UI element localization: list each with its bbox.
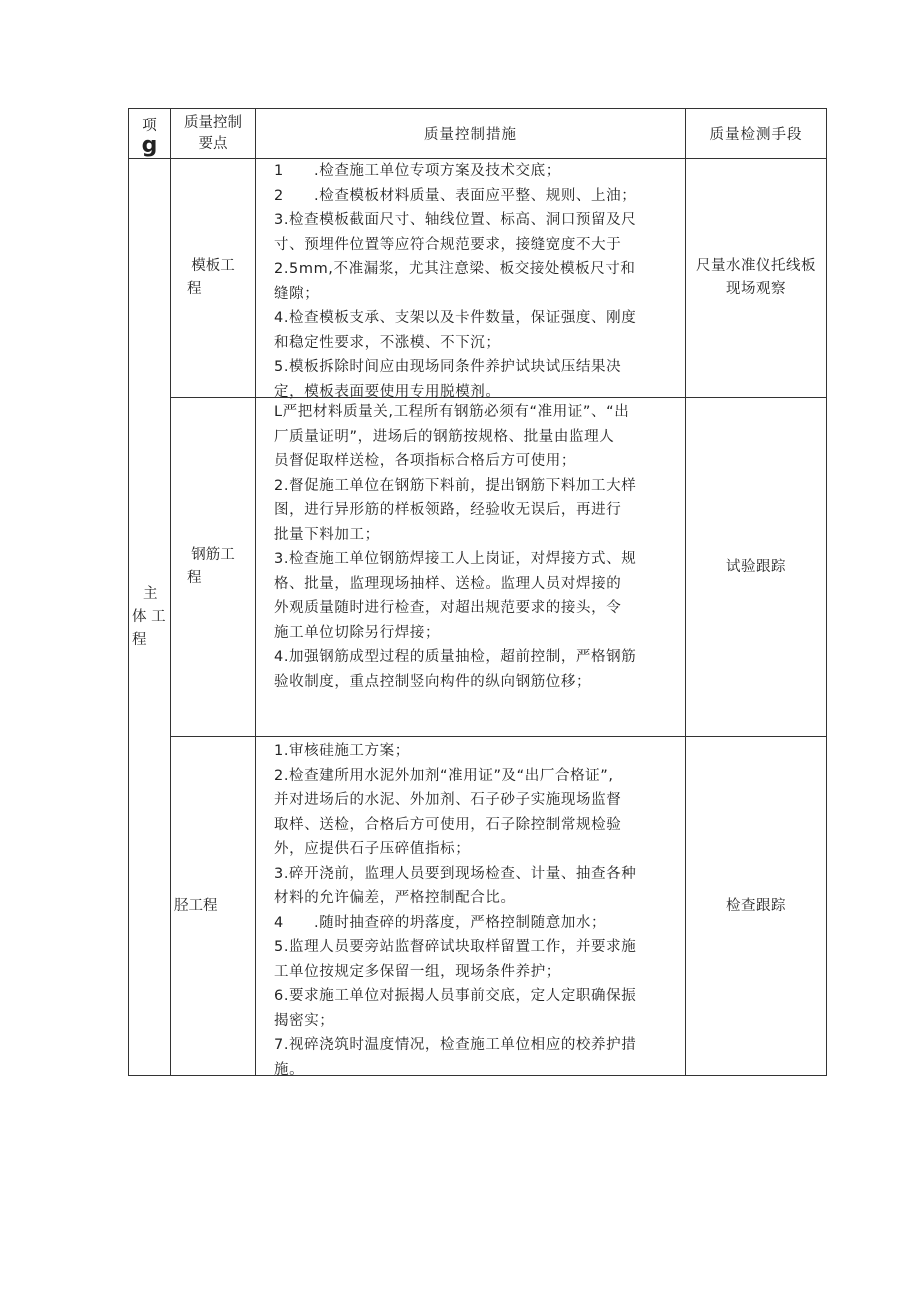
measure-line: 批量下料加工； xyxy=(274,526,380,543)
measure-line: 材料的允许偏差，严格控制配合比。 xyxy=(274,890,516,906)
header-item-cell xyxy=(129,109,171,159)
measure-line: 和稳定性要求，不涨模、不下沉； xyxy=(274,334,501,351)
control-measure-cell xyxy=(256,737,686,1076)
measure-line: 4.加强钢筋成型过程的质量抽检，超前控制，严格钢筋 xyxy=(274,649,637,665)
measure-line: 验收制度，重点控制竖向构件的纵向钢筋位移； xyxy=(274,673,592,690)
measure-line: 定，模板表面要使用专用脱模剂。 xyxy=(274,383,501,400)
category-line1: 主 xyxy=(143,585,158,602)
header-item-glyph: g xyxy=(141,132,158,158)
measure-line: 2.检查建所用水泥外加剂“准用证”及“出厂合格证”, xyxy=(274,767,614,784)
measure-line: 施。 xyxy=(274,1061,305,1078)
measure-list xyxy=(256,159,685,400)
row-concrete xyxy=(129,737,827,1076)
header-measure-cell xyxy=(256,109,686,159)
category-cell xyxy=(129,159,171,1076)
measure-list xyxy=(256,398,685,736)
measure-line: 格、批量，监理现场抽样、送检。监理人员对焊接的 xyxy=(274,575,622,592)
measure-list xyxy=(256,737,685,1078)
inspection-method-cell xyxy=(686,159,827,398)
measure-line: 寸、预埋件位置等应符合规范要求，接缝宽度不大于 xyxy=(274,236,622,253)
measure-line: 1 .检查施工单位专项方案及技术交底； xyxy=(274,163,561,179)
control-point-line2: 程 xyxy=(187,281,202,297)
measure-line: 工单位按规定多保留一组，现场条件养护； xyxy=(274,963,561,980)
control-point-line2: 程 xyxy=(187,570,202,586)
control-point-cell xyxy=(171,737,256,1076)
control-point-line1: 模板工 xyxy=(191,258,235,274)
measure-line: 缝隙； xyxy=(274,285,320,302)
header-point-line1: 质量控制 xyxy=(184,114,242,131)
measure-line: 6.要求施工单位对振揭人员事前交底，定人定职确保振 xyxy=(274,988,637,1004)
header-method-cell xyxy=(686,109,827,159)
measure-line: L严把材料质量关,工程所有钢筋必须有“准用证”、“出 xyxy=(274,404,630,420)
inspection-method-line1: 检查跟踪 xyxy=(726,897,786,914)
measure-line: 3.碎开浇前，监理人员要到现场检查、计量、抽查各种 xyxy=(274,865,637,882)
measure-line: 厂质量证明”，进场后的钢筋按规格、批量由监理人 xyxy=(274,428,615,445)
header-method-label: 质量检测手段 xyxy=(709,127,803,143)
header-measure-label: 质量控制措施 xyxy=(424,127,517,143)
control-point-line1: 胫工程 xyxy=(174,897,218,914)
inspection-method-line1: 尺量水准仪托线板 xyxy=(696,258,816,274)
measure-line: 并对进场后的水泥、外加剂、石子砂子实施现场监督 xyxy=(274,792,622,808)
measure-line: 5.监理人员要旁站监督碎试块取样留置工作，并要求施 xyxy=(274,939,637,955)
inspection-method-cell xyxy=(686,398,827,737)
header-row xyxy=(129,109,827,159)
inspection-method-cell xyxy=(686,737,827,1076)
category-line2: 体 工 xyxy=(132,608,166,625)
measure-line: 7.视碎浇筑时温度情况，检查施工单位相应的校养护措 xyxy=(274,1037,637,1053)
inspection-method-line1: 试验跟踪 xyxy=(726,558,786,575)
measure-line: 施工单位切除另行焊接； xyxy=(274,624,441,641)
control-measure-cell xyxy=(256,159,686,398)
measure-line: 4 .随时抽查碎的坍落度，严格控制随意加水； xyxy=(274,914,607,931)
measure-line: 揭密实； xyxy=(274,1012,335,1029)
measure-line: 员督促取样送检，各项指标合格后方可使用； xyxy=(274,453,576,469)
control-point-cell xyxy=(171,159,256,398)
measure-line: 2.5mm,不准漏浆，尤其注意梁、板交接处模板尺寸和 xyxy=(274,261,636,277)
header-item-label: 项 xyxy=(142,117,157,134)
category-line3: 程 xyxy=(132,631,147,648)
measure-line: 外观质量随时进行检查，对超出规范要求的接头，令 xyxy=(274,600,622,616)
quality-control-table xyxy=(128,108,827,1076)
inspection-method-line2: 现场观察 xyxy=(726,281,786,297)
measure-line: 1.审核硅施工方案； xyxy=(274,743,410,759)
measure-line: 2.督促施工单位在钢筋下料前，提出钢筋下料加工大样 xyxy=(274,477,637,494)
measure-line: 2 .检查模板材料质量、表面应平整、规则、上油； xyxy=(274,187,637,204)
measure-line: 3.检查施工单位钢筋焊接工人上岗证，对焊接方式、规 xyxy=(274,551,637,567)
row-formwork xyxy=(129,159,827,398)
measure-line: 外，应提供石子压碎值指标； xyxy=(274,841,471,857)
measure-line: 4.检查模板支承、支架以及卡件数量，保证强度、刚度 xyxy=(274,310,637,326)
control-point-line1: 钢筋工 xyxy=(191,547,235,563)
measure-line: 图，进行异形筋的样板领路，经验收无误后，再进行 xyxy=(274,502,622,518)
measure-line: 取样、送检，合格后方可使用，石子除控制常规检验 xyxy=(274,816,622,833)
measure-line: 3.检查模板截面尺寸、轴线位置、标高、洞口预留及尺 xyxy=(274,212,637,228)
row-rebar xyxy=(129,398,827,737)
measure-line: 5.模板拆除时间应由现场同条件养护试块试压结果决 xyxy=(274,359,622,375)
header-point-line2: 要点 xyxy=(198,135,228,152)
control-point-cell xyxy=(171,398,256,737)
header-point-cell xyxy=(171,109,256,159)
control-measure-cell xyxy=(256,398,686,737)
